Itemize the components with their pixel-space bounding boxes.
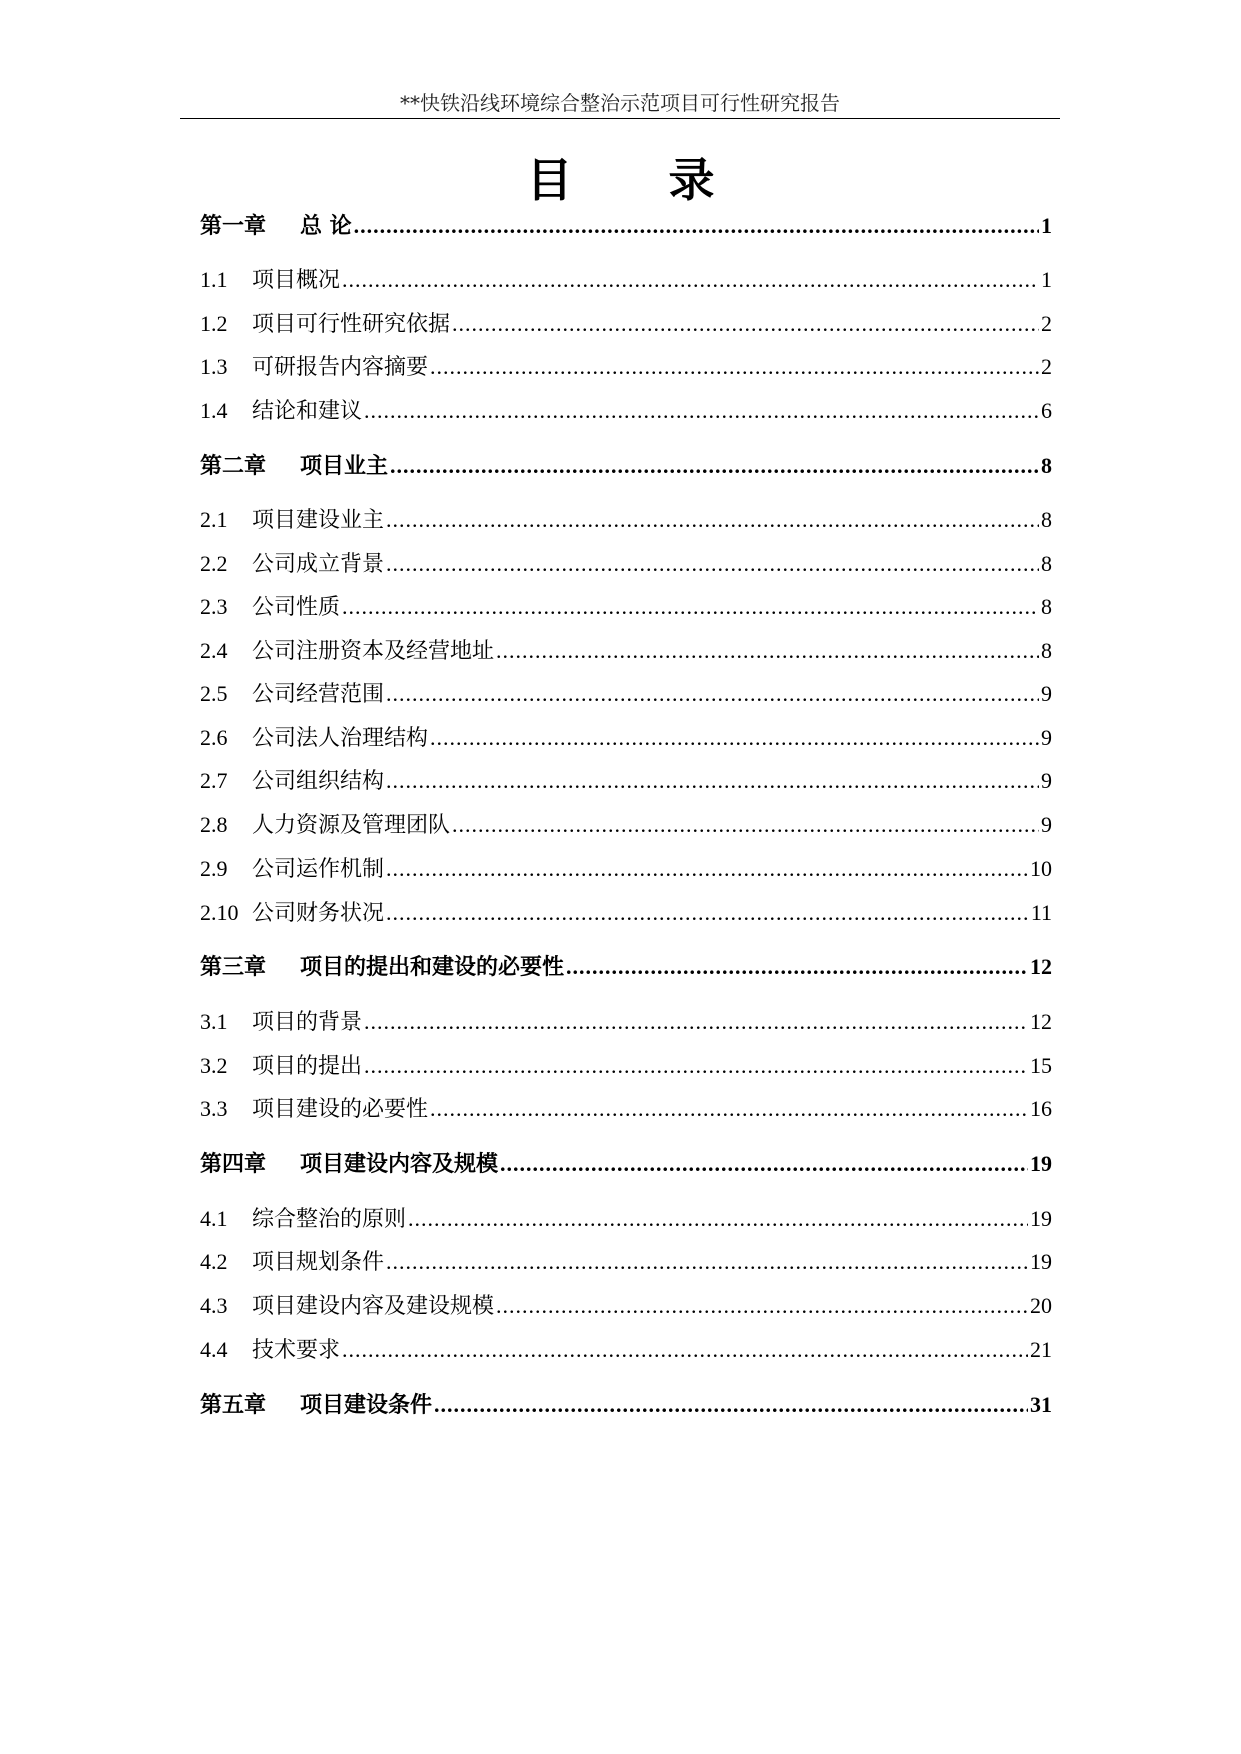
toc-page-number: 20: [1030, 1293, 1052, 1318]
toc-dot-leader: [430, 352, 1039, 382]
toc-section-entry[interactable]: [200, 636, 1052, 666]
toc-section-entry[interactable]: [200, 1051, 1052, 1081]
toc-entry-number: 2.8: [200, 812, 228, 837]
toc-dot-leader: [386, 766, 1039, 796]
toc-entry-title: 人力资源及管理团队: [252, 813, 451, 838]
toc-entry-title: 公司法人治理结构: [252, 726, 429, 751]
toc-chapter-entry[interactable]: [200, 1149, 1052, 1179]
toc-entry-title: 项目业主: [300, 454, 389, 479]
toc-entry-number: 2.9: [200, 856, 228, 881]
toc-entry-title: 项目可行性研究依据: [252, 312, 451, 337]
toc-dot-leader: [566, 952, 1028, 982]
toc-section-entry[interactable]: [200, 352, 1052, 382]
toc-page-number: 11: [1030, 900, 1052, 925]
toc-entry-number: 1.4: [200, 398, 228, 423]
toc-section-entry[interactable]: [200, 265, 1052, 295]
toc-chapter-entry[interactable]: [200, 211, 1052, 241]
toc-dot-leader: [342, 592, 1039, 622]
toc-entry-number: 第三章: [200, 955, 267, 980]
page-title: 目 录: [526, 153, 755, 207]
toc-entry-title: 总 论: [300, 214, 352, 239]
toc-entry-number: 2.2: [200, 551, 228, 576]
toc-entry-title: 项目概况: [252, 268, 341, 293]
toc-entry-number: 第五章: [200, 1393, 267, 1418]
toc-entry-number: 2.5: [200, 681, 228, 706]
toc-entry-title: 公司性质: [252, 595, 341, 620]
toc-dot-leader: [364, 1051, 1028, 1081]
toc-section-entry[interactable]: [200, 854, 1052, 884]
toc-page-number: 8: [1041, 638, 1052, 663]
toc-section-entry[interactable]: [200, 505, 1052, 535]
toc-entry-title: 可研报告内容摘要: [252, 355, 429, 380]
toc-entry-title: 项目建设的必要性: [252, 1097, 429, 1122]
toc-dot-leader: [390, 451, 1039, 481]
toc-page-number: 2: [1041, 311, 1052, 336]
toc-page-number: 1: [1041, 267, 1052, 292]
toc-entry-number: 4.4: [200, 1337, 228, 1362]
toc-chapter-entry[interactable]: [200, 1390, 1052, 1420]
toc-entry-title: 项目规划条件: [252, 1250, 385, 1275]
toc-dot-leader: [386, 1247, 1028, 1277]
toc-entry-title: 公司经营范围: [252, 682, 385, 707]
toc-entry-title: 项目建设条件: [300, 1393, 433, 1418]
toc-dot-leader: [354, 211, 1039, 241]
toc-entry-title: 项目建设内容及建设规模: [252, 1294, 495, 1319]
toc-entry-number: 2.6: [200, 725, 228, 750]
toc-entry-number: 2.4: [200, 638, 228, 663]
toc-page-number: 31: [1030, 1392, 1052, 1417]
toc-page-number: 2: [1041, 354, 1052, 379]
toc-entry-number: 第四章: [200, 1152, 267, 1177]
toc-entry-number: 3.3: [200, 1096, 228, 1121]
toc-chapter-entry[interactable]: [200, 451, 1052, 481]
toc-chapter-entry[interactable]: [200, 952, 1052, 982]
toc-page-number: 8: [1041, 453, 1052, 478]
toc-entry-number: 1.1: [200, 267, 228, 292]
toc-section-entry[interactable]: [200, 592, 1052, 622]
toc-entry-title: 项目建设内容及规模: [300, 1152, 499, 1177]
toc-page-number: 15: [1030, 1053, 1052, 1078]
page-header: **快铁沿线环境综合整治示范项目可行性研究报告: [400, 91, 840, 115]
toc-dot-leader: [434, 1390, 1028, 1420]
toc-entry-number: 第二章: [200, 454, 267, 479]
toc-dot-leader: [364, 396, 1039, 426]
toc-section-entry[interactable]: [200, 766, 1052, 796]
toc-dot-leader: [386, 854, 1028, 884]
toc-dot-leader: [452, 309, 1039, 339]
toc-section-entry[interactable]: [200, 810, 1052, 840]
toc-entry-number: 2.1: [200, 507, 228, 532]
toc-section-entry[interactable]: [200, 1291, 1052, 1321]
toc-page-number: 19: [1030, 1151, 1052, 1176]
toc-entry-title: 公司组织结构: [252, 769, 385, 794]
toc-page-number: 19: [1030, 1249, 1052, 1274]
toc-entry-number: 1.3: [200, 354, 228, 379]
toc-page-number: 12: [1030, 1009, 1052, 1034]
toc-section-entry[interactable]: [200, 309, 1052, 339]
toc-page-number: 6: [1041, 398, 1052, 423]
toc-entry-title: 综合整治的原则: [252, 1207, 407, 1232]
toc-entry-title: 技术要求: [252, 1338, 341, 1363]
toc-entry-number: 2.10: [200, 900, 239, 925]
toc-section-entry[interactable]: [200, 1094, 1052, 1124]
toc-section-entry[interactable]: [200, 1247, 1052, 1277]
toc-page-number: 9: [1041, 812, 1052, 837]
toc-page-number: 8: [1041, 594, 1052, 619]
toc-entry-title: 公司运作机制: [252, 857, 385, 882]
toc-entry-title: 结论和建议: [252, 399, 363, 424]
toc-entry-number: 2.3: [200, 594, 228, 619]
toc-dot-leader: [408, 1204, 1028, 1234]
toc-dot-leader: [496, 636, 1039, 666]
toc-section-entry[interactable]: [200, 396, 1052, 426]
toc-dot-leader: [430, 723, 1039, 753]
toc-dot-leader: [500, 1149, 1028, 1179]
toc-dot-leader: [342, 265, 1039, 295]
toc-page-number: 8: [1041, 551, 1052, 576]
toc-dot-leader: [386, 898, 1029, 928]
toc-entry-number: 第一章: [200, 214, 267, 239]
toc-entry-number: 3.1: [200, 1009, 228, 1034]
toc-entry-number: 2.7: [200, 768, 228, 793]
toc-page-number: 16: [1030, 1096, 1052, 1121]
toc-section-entry[interactable]: [200, 1007, 1052, 1037]
toc-section-entry[interactable]: [200, 723, 1052, 753]
toc-entry-title: 公司注册资本及经营地址: [252, 639, 495, 664]
toc-entry-number: 1.2: [200, 311, 228, 336]
toc-page-number: 10: [1030, 856, 1052, 881]
toc-dot-leader: [386, 505, 1039, 535]
toc-dot-leader: [386, 549, 1039, 579]
toc-entry-number: 4.3: [200, 1293, 228, 1318]
toc-section-entry[interactable]: [200, 1204, 1052, 1234]
toc-dot-leader: [342, 1335, 1028, 1365]
toc-dot-leader: [452, 810, 1039, 840]
toc-page-number: 1: [1041, 213, 1052, 238]
toc-page-number: 8: [1041, 507, 1052, 532]
toc-page-number: 9: [1041, 725, 1052, 750]
header-rule: [180, 118, 1060, 119]
toc-entry-number: 3.2: [200, 1053, 228, 1078]
toc-entry-number: 4.1: [200, 1206, 228, 1231]
toc-section-entry[interactable]: [200, 549, 1052, 579]
toc-page-number: 19: [1030, 1206, 1052, 1231]
toc-page-number: 21: [1030, 1337, 1052, 1362]
toc-entry-title: 项目的提出和建设的必要性: [300, 955, 565, 980]
toc-dot-leader: [364, 1007, 1028, 1037]
toc-entry-title: 公司成立背景: [252, 552, 385, 577]
toc-entry-title: 项目的背景: [252, 1010, 363, 1035]
toc-page-number: 12: [1030, 954, 1052, 979]
toc-page-number: 9: [1041, 681, 1052, 706]
toc-entry-title: 项目的提出: [252, 1054, 363, 1079]
toc-section-entry[interactable]: [200, 898, 1052, 928]
toc-entry-title: 公司财务状况: [252, 901, 385, 926]
toc-section-entry[interactable]: [200, 1335, 1052, 1365]
toc-entry-number: 4.2: [200, 1249, 228, 1274]
toc-dot-leader: [496, 1291, 1028, 1321]
toc-page-number: 9: [1041, 768, 1052, 793]
toc-entry-title: 项目建设业主: [252, 508, 385, 533]
toc-dot-leader: [430, 1094, 1028, 1124]
toc-dot-leader: [386, 679, 1039, 709]
toc-section-entry[interactable]: [200, 679, 1052, 709]
